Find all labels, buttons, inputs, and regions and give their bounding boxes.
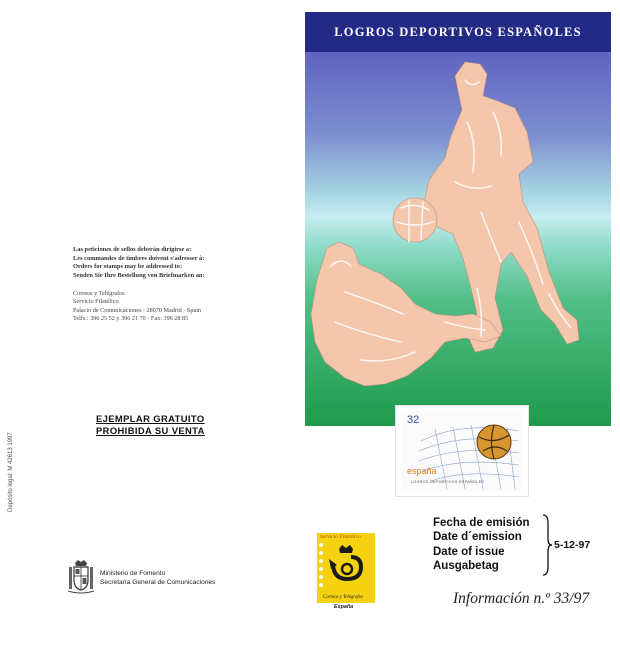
- stamp-country: españa: [407, 466, 437, 476]
- issue-label-en: Date of issue: [433, 545, 505, 558]
- football: [393, 198, 437, 242]
- stamp-ball-icon: [473, 421, 515, 463]
- correos-logo: [317, 533, 375, 611]
- issue-date: 5-12-97: [554, 539, 591, 551]
- address-phone: Telfs.: 396 25 52 y 396 21 70 · Fax: 396 28 85: [73, 315, 189, 323]
- information-number: Información n.º 33/97: [453, 590, 590, 607]
- cover-title: LOGROS DEPORTIVOS ESPAÑOLES: [334, 24, 582, 39]
- order-line-es: Las peticiones de sellos deberán dirigirse a:: [73, 246, 192, 253]
- issue-label-es: Fecha de emisión: [433, 517, 530, 529]
- address-org: Correos y Telégrafos: [73, 290, 125, 297]
- ministry-line: Ministerio de Fomento: [100, 570, 166, 577]
- royal-crest-icon: [66, 558, 96, 594]
- logo-bottom-text: Correos y Telégrafos: [323, 595, 364, 600]
- stamp-caption: LOGROS DEPORTIVOS ESPAÑOLES: [411, 480, 485, 484]
- ministry-name: [100, 570, 215, 588]
- postage-stamp: [396, 406, 528, 496]
- order-line-en: Orders for stamps may be addressed to:: [73, 263, 183, 271]
- not-for-sale-line: PROHIBIDA SU VENTA: [96, 424, 205, 436]
- postal-address: [73, 290, 201, 324]
- footballers-illustration: [305, 52, 611, 426]
- stamp-value: 32: [407, 414, 420, 426]
- cover-title-band: [305, 12, 611, 52]
- right-brace-icon: [541, 513, 553, 577]
- address-service: Servicio Filatélico: [73, 298, 119, 306]
- secretariat-line: Secretaría General de Comunicaciones: [100, 578, 216, 586]
- issue-label-de: Ausgabetag: [433, 559, 499, 572]
- order-line-fr: Les commandes de timbres doivent s'adresser à:: [73, 254, 205, 262]
- issue-label-fr: Date d´emission: [433, 531, 522, 544]
- free-copy-notice: [96, 413, 205, 436]
- order-instructions: [73, 246, 205, 280]
- stamp-design: [401, 411, 523, 491]
- logo-top-text: Servicio Filatélico: [320, 534, 361, 540]
- logo-stamp-box: [317, 533, 375, 603]
- standing-player-figure: [423, 62, 579, 352]
- logo-country: España: [334, 604, 354, 610]
- issue-date-labels: [433, 516, 530, 573]
- post-horn-icon: [317, 533, 375, 603]
- order-line-de: Senden Sie Ihre Bestellung von Briefmarken an:: [73, 271, 205, 279]
- address-street: Palacio de Comunicaciones · 28070 Madrid · Spain: [73, 306, 202, 314]
- free-copy-line: EJEMPLAR GRATUITO: [96, 413, 205, 424]
- cover-artwork: [305, 12, 611, 426]
- legal-deposit: Depósito legal: M 42613 1997: [8, 432, 14, 512]
